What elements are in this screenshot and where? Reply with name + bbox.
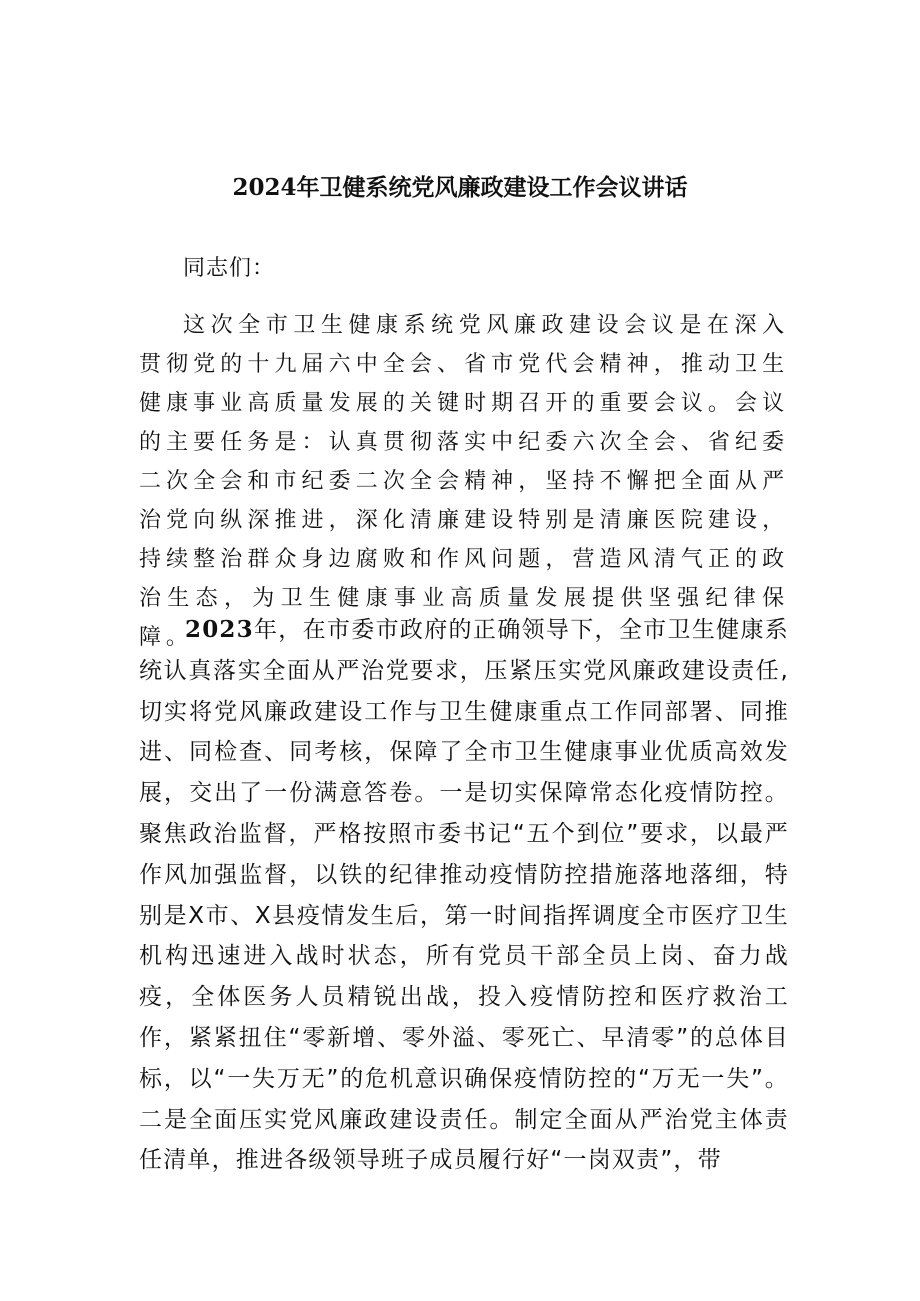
paragraph-2-year: 2023	[185, 616, 254, 643]
paragraph-2	[139, 610, 789, 1181]
greeting: 同志们：	[183, 256, 276, 281]
paragraph-2-text: 年，在市委市政府的正确领导下，全市卫生健康系统认真落实全面从严治党要求，压紧压实党风廉政建设责任,切实将党风廉政建设工作与卫生健康重点工作同部署、同推进、同检查、同考核，保障了全市卫生健康事业优质高效发展，交出了一份满意答卷。一是切实保障常态化疫情防控。聚焦政治监督，严格按照市委书记“五个到位”要求，以最严作风加强监督，以铁的纪律推动疫情防控措施落地落细，特别是X市、X县疫情发生后，第一时间指挥调度全市医疗卫生机构迅速进入战时状态，所有党员干部全员上岗、奋力战疫，全体医务人员精锐出战，投入疫情防控和医疗救治工作，紧紧扭住“零新增、零外溢、零死亡、早清零”的总体目标，以“一失万无”的危机意识确保疫情防控的“万无一失”。二是全面压实党风廉政建设责任。制定全面从严治党主体责任清单，推进各级领导班子成员履行好“一岗双责”，带	[139, 617, 789, 1174]
document-title: 2024年卫健系统党风廉政建设工作会议讲话	[232, 174, 688, 201]
paragraph-1: 这次全市卫生健康系统党风廉政建设会议是在深入贯彻党的十九届六中全会、省市党代会精神，推动卫生健康事业高质量发展的关键时期召开的重要会议。会议的主要任务是：认真贯彻落实中纪委六次全会、省纪委二次全会和市纪委二次全会精神，坚持不懈把全面从严治党向纵深推进，深化清廉建设特别是清廉医院建设，持续整治群众身边腐败和作风问题，营造风清气正的政治生态，为卫生健康事业高质量发展提供坚强纪律保障。	[139, 313, 789, 650]
